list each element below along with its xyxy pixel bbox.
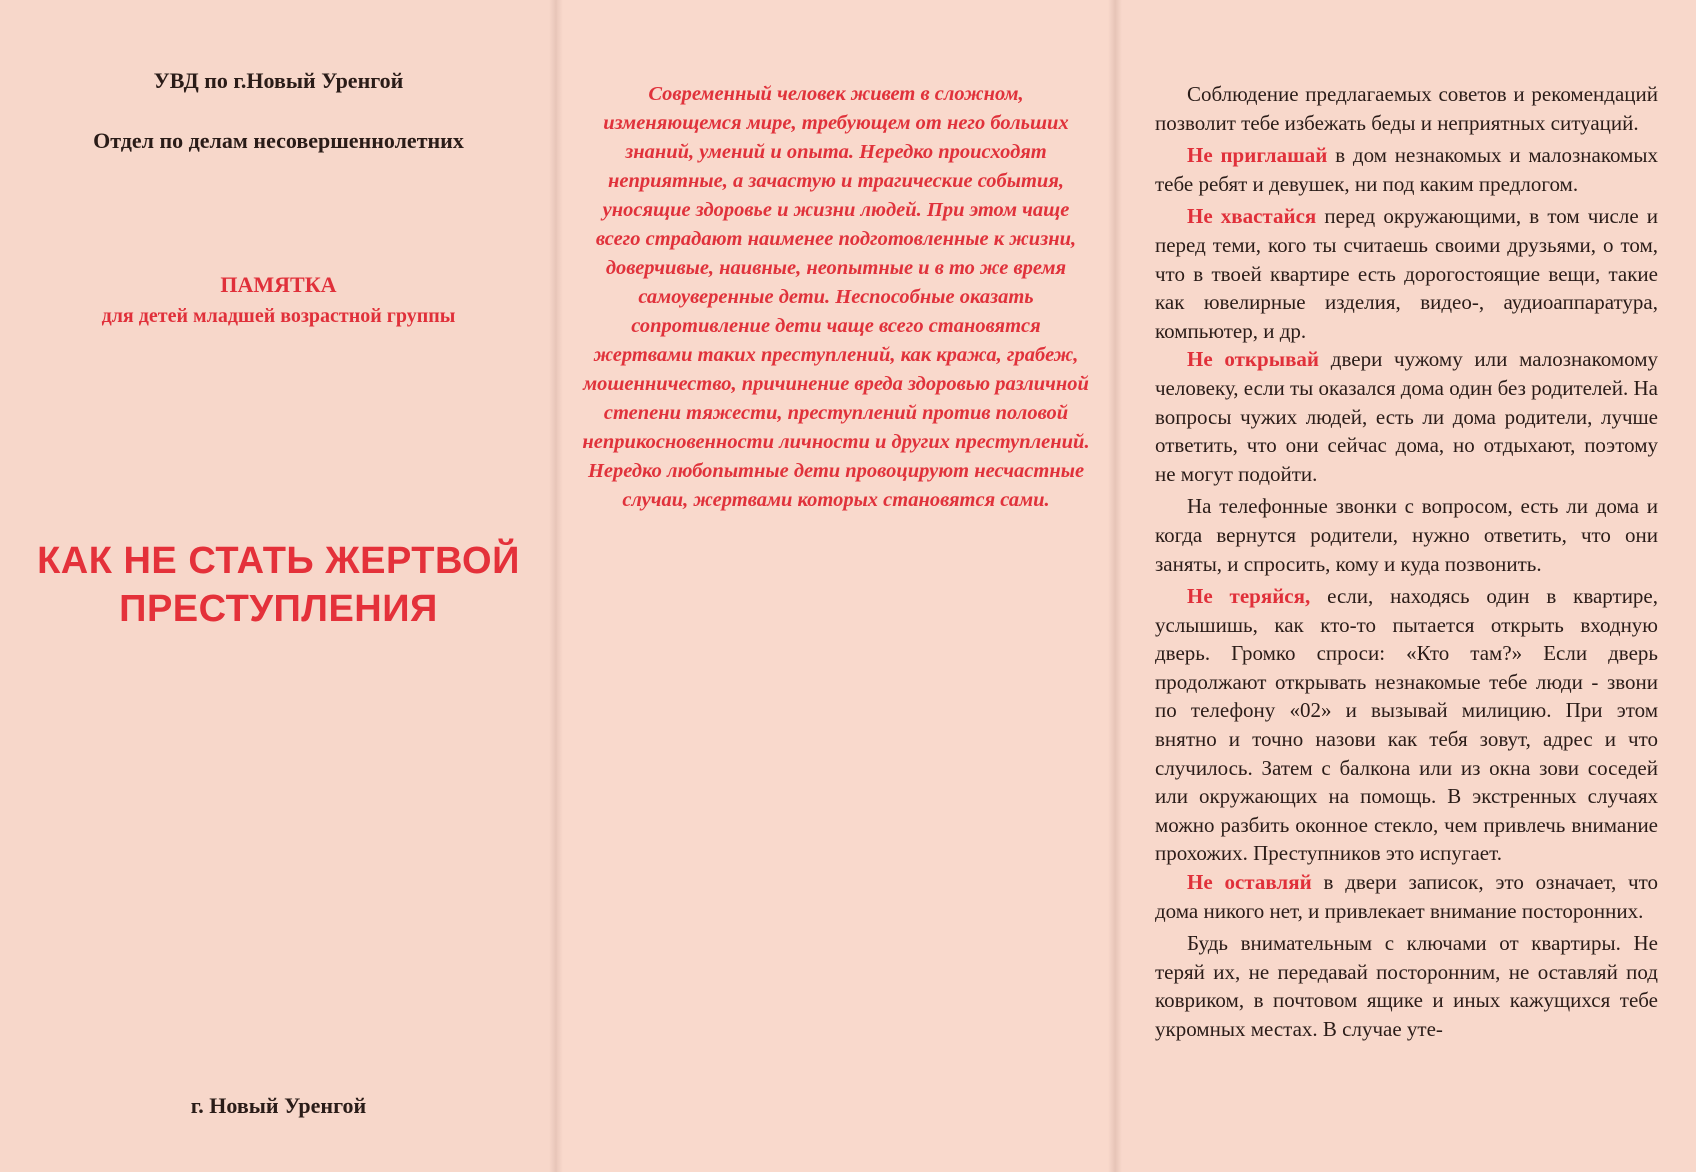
fold-line-left: [549, 0, 563, 1172]
tip-leave-text: в двери записок, это означает, что дома никого нет, и привлекает внимание посторонних.: [1155, 870, 1659, 923]
tip-panic: [1155, 582, 1658, 868]
cover-panel: [0, 0, 557, 1172]
tip-phone: На телефонные звонки с вопросом, есть ли дома и когда вернутся родители, нужно ответить, что они заняты, и спросить, кому и куда позвонить.: [1155, 494, 1658, 576]
main-title-line-2: ПРЕСТУПЛЕНИЯ: [119, 588, 438, 630]
tip-open: [1155, 345, 1658, 488]
department-name: Отдел по делам несовершеннолетних: [93, 128, 464, 153]
memo-title: ПАМЯТКА: [220, 272, 337, 297]
tip-boast: [1155, 202, 1658, 345]
memo-subtitle: для детей младшей возрастной группы: [101, 305, 456, 327]
organization-name: УВД по г.Новый Уренгой: [153, 68, 404, 93]
tip-open-text: двери чужому или малознакомому человеку, если ты оказался дома один без родителей. На вопросы чужих людей, есть ли дома родители, лучше ответить, что они сейчас дома, но отдыхают, поэтому не могут подойти.: [1155, 347, 1658, 486]
tip-invite-keyword: Не приглашай: [1187, 143, 1328, 168]
tip-invite: [1155, 141, 1658, 198]
tip-boast-text: перед окружающими, в том числе и перед теми, кого ты считаешь своими друзьями, о том, что в твоей квартире есть дорогостоящие вещи, такие как ювелирные изделия, видео-, аудиоаппаратура, компьютер, и др.: [1155, 204, 1658, 343]
tip-keys: Будь внимательным с ключами от квартиры. Не теряй их, не передавай посторонним, не оставляй под ковриком, в почтовом ящике и иных кажущихся тебе укромных местах. В случае уте-: [1155, 931, 1658, 1041]
tip-panic-text: если, находясь один в квартире, услышишь, как кто-то пытается открыть входную дверь. Громко спроси: «Кто там?» Если дверь продолжают открывать незнакомые тебе люди - звони по телефону «02» и вызывай милицию. При этом внятно и точно назови как тебя зовут, адрес и что случилось. Затем с балкона или из окна зови соседей или окружающих на помощь. В экстренных случаях можно разбить оконное стекло, чем привлечь внимание прохожих. Преступников это испугает.: [1155, 584, 1658, 866]
tips-lead: Соблюдение предлагаемых советов и рекомендаций позволит тебе избежать беды и неприятных ситуаций.: [1155, 82, 1658, 135]
fold-line-right: [1108, 0, 1122, 1172]
main-title-line-1: КАК НЕ СТАТЬ ЖЕРТВОЙ: [37, 540, 520, 582]
tip-boast-keyword: Не хвастайся: [1187, 204, 1317, 229]
tip-panic-keyword: Не теряйся,: [1187, 584, 1311, 609]
tip-leave: [1155, 868, 1658, 925]
tip-invite-text: в дом незнакомых и малознакомых тебе ребят и девушек, ни под каким предлогом.: [1155, 143, 1658, 196]
intro-text: Современный человек живет в сложном, изменяющемся мире, требующем от него больших знаний, умений и опыта. Нередко происходят неприятные, а зачастую и трагические события, уносящие здоровье и жизни людей. При этом чаще всего страдают наименее подготовленные к жизни, доверчивые, наивные, неопытные и в то же время самоуверенные дети. Неспособные оказать сопротивление дети чаще всего становятся жертвами таких преступлений, как кража, грабеж, мошенничество, причинение вреда здоровью различной степени тяжести, преступлений против половой неприкосновенности личности и других преступлений. Нередко любопытные дети провоцируют несчастные случаи, жертвами которых становятся сами.: [582, 83, 1090, 511]
tip-open-keyword: Не открывай: [1187, 347, 1320, 372]
tips-text: [1155, 80, 1658, 1044]
city-name: г. Новый Уренгой: [190, 1093, 367, 1118]
tip-leave-keyword: Не оставляй: [1187, 870, 1312, 895]
